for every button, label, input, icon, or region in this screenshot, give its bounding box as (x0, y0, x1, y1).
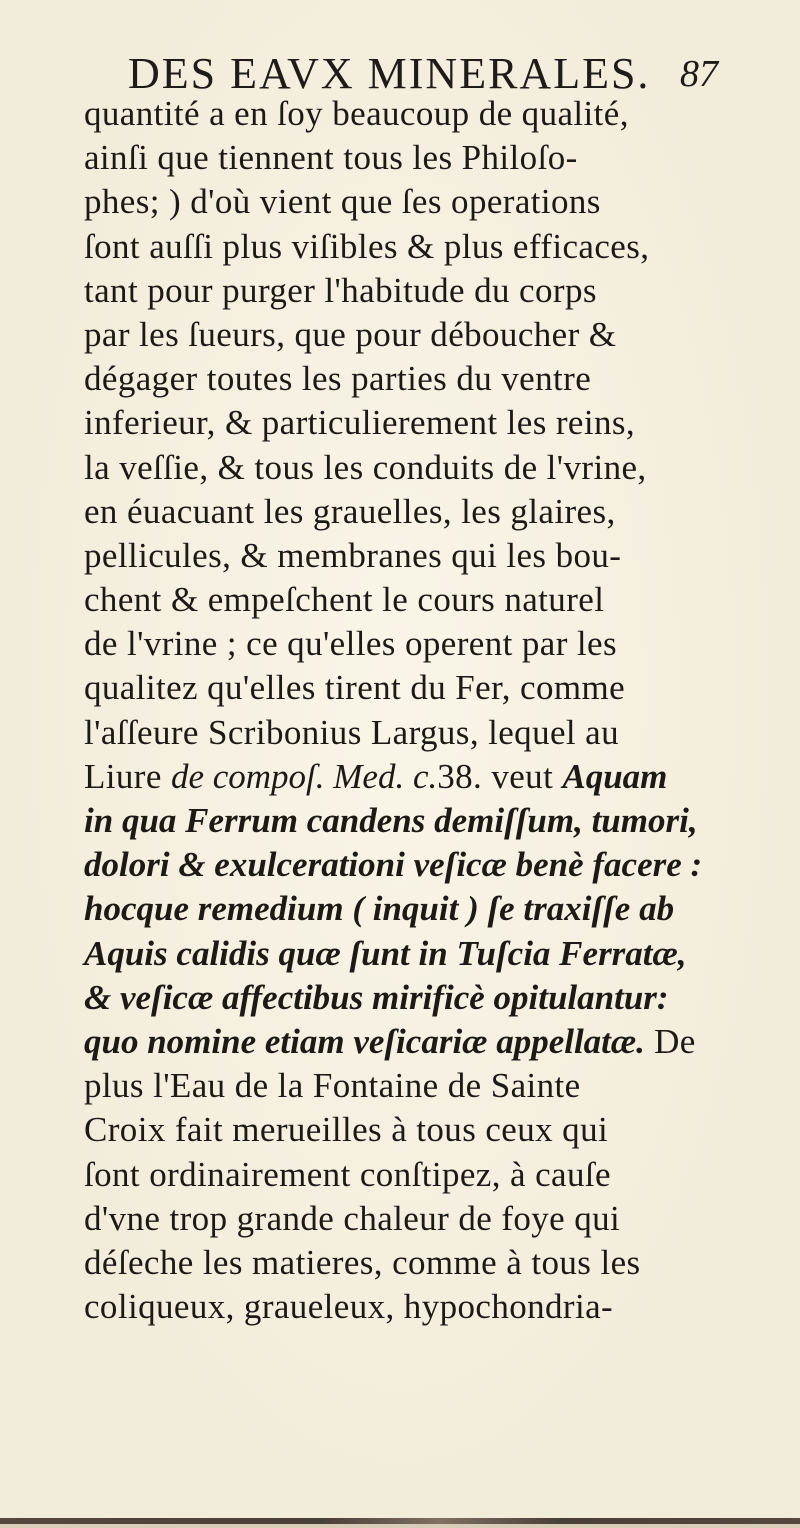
text-line (84, 490, 724, 534)
text-line (84, 799, 724, 843)
text-line (84, 92, 724, 136)
text-line (84, 1064, 724, 1108)
line-text: Liure (84, 756, 171, 796)
text-line (84, 622, 724, 666)
text-line (84, 446, 724, 490)
text-line (84, 313, 724, 357)
text-line (84, 578, 724, 622)
line-text: ſont auſſi plus viſibles & plus efficaces, (84, 226, 650, 266)
text-line (84, 180, 724, 224)
text-line (84, 1197, 724, 1241)
running-title: DES EAVX MINERALES. (128, 49, 651, 98)
line-text: qualitez qu'elles tirent du Fer, comme (84, 668, 626, 708)
text-line (84, 711, 724, 755)
line-text: quantité a en ſoy beaucoup de qualité, (84, 94, 629, 133)
bottom-edge-margin (0, 1524, 800, 1528)
text-line (84, 534, 724, 578)
text-line (84, 401, 724, 445)
line-text: la veſſie, & tous les conduits de l'vrine, (84, 447, 647, 487)
text-line (84, 1153, 724, 1197)
line-text: de l'vrine ; ce qu'elles operent par les (84, 624, 617, 664)
text-line (84, 666, 724, 710)
line-text: tant pour purger l'habitude du corps (84, 270, 597, 310)
line-text-italic: in qua Ferrum candens demiſſum, tumori, (84, 801, 698, 840)
line-text: Croix fait merueilles à tous ceux qui (84, 1110, 609, 1150)
line-text: chent & empeſchent le cours naturel (84, 580, 605, 620)
line-text-italic: quo nomine etiam veſicariæ appellatæ. (84, 1021, 645, 1061)
text-line (84, 755, 724, 799)
text-line (84, 1241, 724, 1285)
line-text: par les ſueurs, que pour déboucher & (84, 314, 617, 354)
line-text: 38. veut (437, 756, 563, 796)
line-text: d'vne trop grande chaleur de foye qui (84, 1198, 621, 1238)
line-text: inferieur, & particulierement les reins, (84, 403, 636, 443)
line-text: ainſi que tiennent tous les Philoſo- (84, 138, 578, 178)
text-line (84, 1108, 724, 1152)
line-text: l'aſſeure Scribonius Largus, lequel au (84, 712, 620, 752)
text-line (84, 225, 724, 269)
line-text: ſont ordinairement conſtipez, à cauſe (84, 1154, 611, 1194)
text-line (84, 976, 724, 1020)
line-text-italic: hocque remedium ( inquit ) ſe traxiſſe ab (84, 889, 675, 929)
text-line (84, 357, 724, 401)
line-text: De (644, 1021, 696, 1061)
line-text: dégager toutes les parties du ventre (84, 359, 592, 399)
text-line (84, 1020, 724, 1064)
text-line (84, 932, 724, 976)
line-text: phes; ) d'où vient que ſes operations (84, 182, 601, 222)
line-text-italic: Aquam (562, 756, 668, 796)
line-text: pellicules, & membranes qui les bou- (84, 535, 622, 575)
text-line (84, 269, 724, 313)
text-line (84, 1285, 724, 1329)
text-line (84, 887, 724, 931)
line-text: déſeche les matieres, comme à tous les (84, 1242, 641, 1282)
line-text: coliqueux, graueleux, hypochondria- (84, 1287, 614, 1327)
line-text: en éuacuant les grauelles, les glaires, (84, 491, 616, 531)
line-text: plus l'Eau de la Fontaine de Sainte (84, 1066, 581, 1106)
text-line (84, 843, 724, 887)
body-text (84, 92, 724, 1329)
text-line (84, 136, 724, 180)
line-text-italic: & veſicæ affectibus mirificè opitulantur: (84, 977, 669, 1017)
line-text-italic: Aquis calidis quæ ſunt in Tuſcia Ferratæ, (84, 933, 687, 973)
line-text-italic: dolori & exulcerationi veſicæ benè facere : (84, 845, 703, 885)
page-number: 87 (680, 53, 718, 95)
line-text-italic: de compoſ. Med. c. (170, 756, 438, 796)
